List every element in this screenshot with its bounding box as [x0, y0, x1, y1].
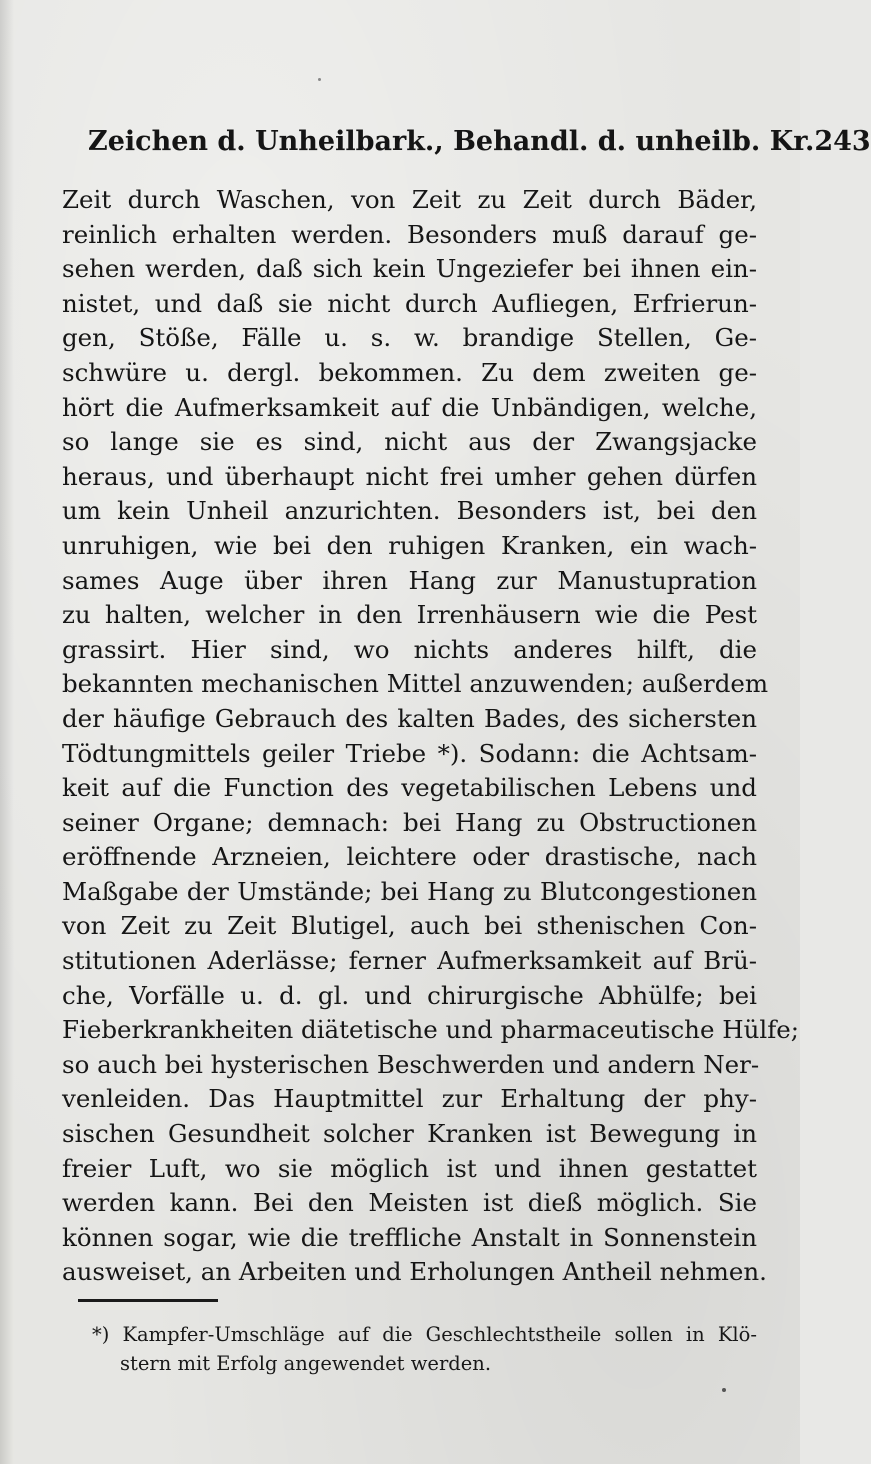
footnote: [92, 1320, 757, 1378]
text-line: Tödtungmittels geiler Triebe *). Sodann: die Achtsam-: [62, 738, 757, 768]
footnote-line: stern mit Erfolg angewendet werden.: [120, 1352, 492, 1375]
text-line: hört die Aufmerksamkeit auf die Unbändigen, welche,: [62, 392, 757, 422]
body-text: [62, 183, 800, 1290]
text-line: heraus, und überhaupt nicht frei umher gehen dürfen: [62, 461, 757, 491]
page-number: 243: [814, 126, 871, 157]
text-line: gen, Stöße, Fälle u. s. w. brandige Stellen, Ge-: [62, 323, 757, 353]
text-line: schwüre u. dergl. bekommen. Zu dem zweiten ge-: [62, 357, 757, 387]
text-line: Zeit durch Waschen, von Zeit zu Zeit durch Bäder,: [62, 185, 757, 214]
text-line: ausweiset, an Arbeiten und Erholungen Antheil nehmen.: [62, 1257, 767, 1287]
text-line: seiner Organe; demnach: bei Hang zu Obstructionen: [62, 807, 757, 837]
text-line: stitutionen Aderlässe; ferner Aufmerksamkeit auf Brü-: [62, 946, 757, 976]
running-title: Zeichen d. Unheilbark., Behandl. d. unheilb. Kr.: [88, 126, 815, 157]
text-line: Fieberkrankheiten diätetische und pharmaceutische Hülfe;: [62, 1015, 800, 1045]
page-header: [88, 126, 871, 157]
text-line: bekannten mechanischen Mittel anzuwenden; außerdem: [62, 669, 769, 699]
text-line: che, Vorfälle u. d. gl. und chirurgische Abhülfe; bei: [62, 980, 757, 1010]
paper-speck: [722, 1388, 726, 1392]
text-line: sischen Gesundheit solcher Kranken ist Bewegung in: [62, 1119, 757, 1149]
paper-speck: [318, 78, 321, 81]
text-line: so lange sie es sind, nicht aus der Zwangsjacke: [62, 427, 757, 457]
footnote-divider: [78, 1299, 218, 1302]
text-line: von Zeit zu Zeit Blutigel, auch bei sthenischen Con-: [62, 911, 757, 941]
text-line: sames Auge über ihren Hang zur Manustupration: [62, 565, 757, 595]
text-line: eröffnende Arzneien, leichtere oder drastische, nach: [62, 842, 757, 872]
text-line: zu halten, welcher in den Irrenhäusern wie die Pest: [62, 600, 757, 630]
text-line: um kein Unheil anzurichten. Besonders ist, bei den: [62, 496, 757, 526]
text-line: werden kann. Bei den Meisten ist dieß möglich. Sie: [62, 1188, 757, 1218]
text-line: venleiden. Das Hauptmittel zur Erhaltung der phy-: [62, 1084, 757, 1114]
text-line: keit auf die Function des vegetabilischen Lebens und: [62, 773, 757, 803]
text-line: der häufige Gebrauch des kalten Bades, des sichersten: [62, 703, 757, 733]
text-line: freier Luft, wo sie möglich ist und ihnen gestattet: [62, 1153, 757, 1183]
text-line: reinlich erhalten werden. Besonders muß darauf ge-: [62, 219, 757, 249]
text-line: nistet, und daß sie nicht durch Aufliegen, Erfrierun-: [62, 288, 757, 318]
text-line: so auch bei hysterischen Beschwerden und andern Ner-: [62, 1049, 760, 1079]
text-line: grassirt. Hier sind, wo nichts anderes hilft, die: [62, 634, 757, 664]
footnote-line: *) Kampfer-Umschläge auf die Geschlechtstheile sollen in Klö-: [92, 1323, 757, 1346]
text-line: sehen werden, daß sich kein Ungeziefer bei ihnen ein-: [62, 254, 757, 284]
text-line: können sogar, wie die treffliche Anstalt in Sonnenstein: [62, 1222, 757, 1252]
text-line: unruhigen, wie bei den ruhigen Kranken, ein wach-: [62, 530, 757, 560]
text-line: Maßgabe der Umstände; bei Hang zu Blutcongestionen: [62, 876, 757, 906]
